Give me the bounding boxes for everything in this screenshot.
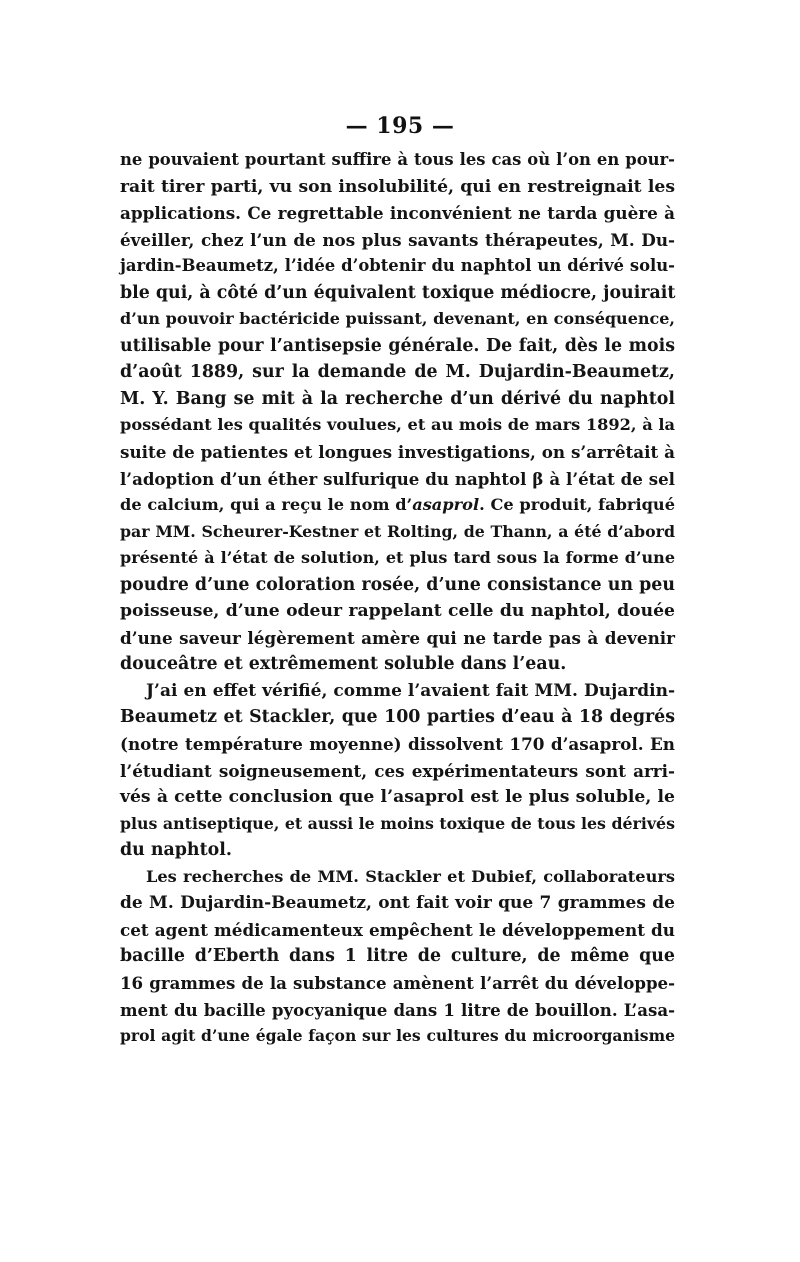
text-line: 16 grammes de la substance amènent l’arrêt du développe- — [120, 972, 675, 993]
text-line: M. Y. Bang se mit à la recherche d’un dérivé du naphtol — [120, 388, 675, 409]
text-line: poisseuse, d’une odeur rappelant celle du naphtol, douée — [120, 601, 675, 622]
text-line: cet agent médicamenteux empêchent le développement du — [120, 919, 675, 940]
text-line: J’ai en effet vérifié, comme l’avaient fait MM. Dujardin- — [146, 680, 675, 701]
text-line: l’adoption d’un éther sulfurique du naphtol β à l’état de sel — [120, 468, 675, 489]
text-line: bacille d’Eberth dans 1 litre de culture, de même que — [120, 946, 675, 967]
text-line — [120, 492, 675, 519]
text-line: rait tirer parti, vu son insolubilité, qui en restreignait les — [120, 176, 675, 197]
text-line: vés à cette conclusion que l’asaprol est le plus soluble, le — [120, 787, 675, 808]
text-line: possédant les qualités voulues, et au mois de mars 1892, à la — [120, 415, 675, 435]
text-line: du naphtol. — [120, 840, 232, 861]
text-line: suite de patientes et longues investigations, on s’arrêtait à — [120, 442, 675, 463]
text-line: poudre d’une coloration rosée, d’une consistance un peu — [120, 574, 675, 595]
text-line: par MM. Scheurer-Kestner et Rolting, de Thann, a été d’abord — [120, 521, 675, 541]
text-line: douceâtre et extrêmement soluble dans l’eau. — [120, 654, 567, 675]
text-line: prol agit d’une égale façon sur les cultures du microorganisme — [120, 1026, 675, 1046]
body-text — [120, 147, 675, 1050]
text-line: de M. Dujardin-Beaumetz, ont fait voir que 7 grammes de — [120, 893, 675, 914]
text-line: éveiller, chez l’un de nos plus savants thérapeutes, M. Du- — [120, 229, 675, 250]
text-line: présenté à l’état de solution, et plus tard sous la forme d’une — [120, 548, 675, 568]
text-line: d’une saveur légèrement amère qui ne tarde pas à devenir — [120, 627, 675, 648]
text-segment: . Ce produit, fabriqué — [479, 495, 675, 515]
text-line: l’étudiant soigneusement, ces expérimentateurs sont arri- — [120, 760, 675, 781]
text-line: d’août 1889, sur la demande de M. Dujardin-Beaumetz, — [120, 362, 675, 383]
text-segment: de calcium, qui a reçu le nom d’ — [120, 495, 413, 515]
text-line: (notre température moyenne) dissolvent 170 d’asaprol. En — [120, 734, 675, 755]
text-line: applications. Ce regrettable inconvénient ne tarda guère à — [120, 203, 675, 224]
text-line: jardin-Beaumetz, l’idée d’obtenir du naphtol un dérivé solu- — [120, 256, 675, 276]
text-line: ble qui, à côté d’un équivalent toxique médiocre, jouirait — [120, 282, 676, 303]
text-line: d’un pouvoir bactéricide puissant, devenant, en conséquence, — [120, 309, 675, 329]
text-line: plus antiseptique, et aussi le moins toxique de tous les dérivés — [120, 813, 675, 833]
text-line: Les recherches de MM. Stackler et Dubief, collaborateurs — [146, 866, 675, 886]
text-line: ment du bacille pyocyanique dans 1 litre de bouillon. L’asa- — [120, 999, 675, 1020]
text-line: utilisable pour l’antisepsie générale. De fait, dès le mois — [120, 335, 675, 356]
page-number: — 195 — — [345, 113, 455, 139]
text-line: Beaumetz et Stackler, que 100 parties d’eau à 18 degrés — [120, 707, 675, 728]
italic-term: asaprol — [412, 495, 480, 515]
text-line: ne pouvaient pourtant suffire à tous les cas où l’on en pour- — [120, 150, 675, 169]
